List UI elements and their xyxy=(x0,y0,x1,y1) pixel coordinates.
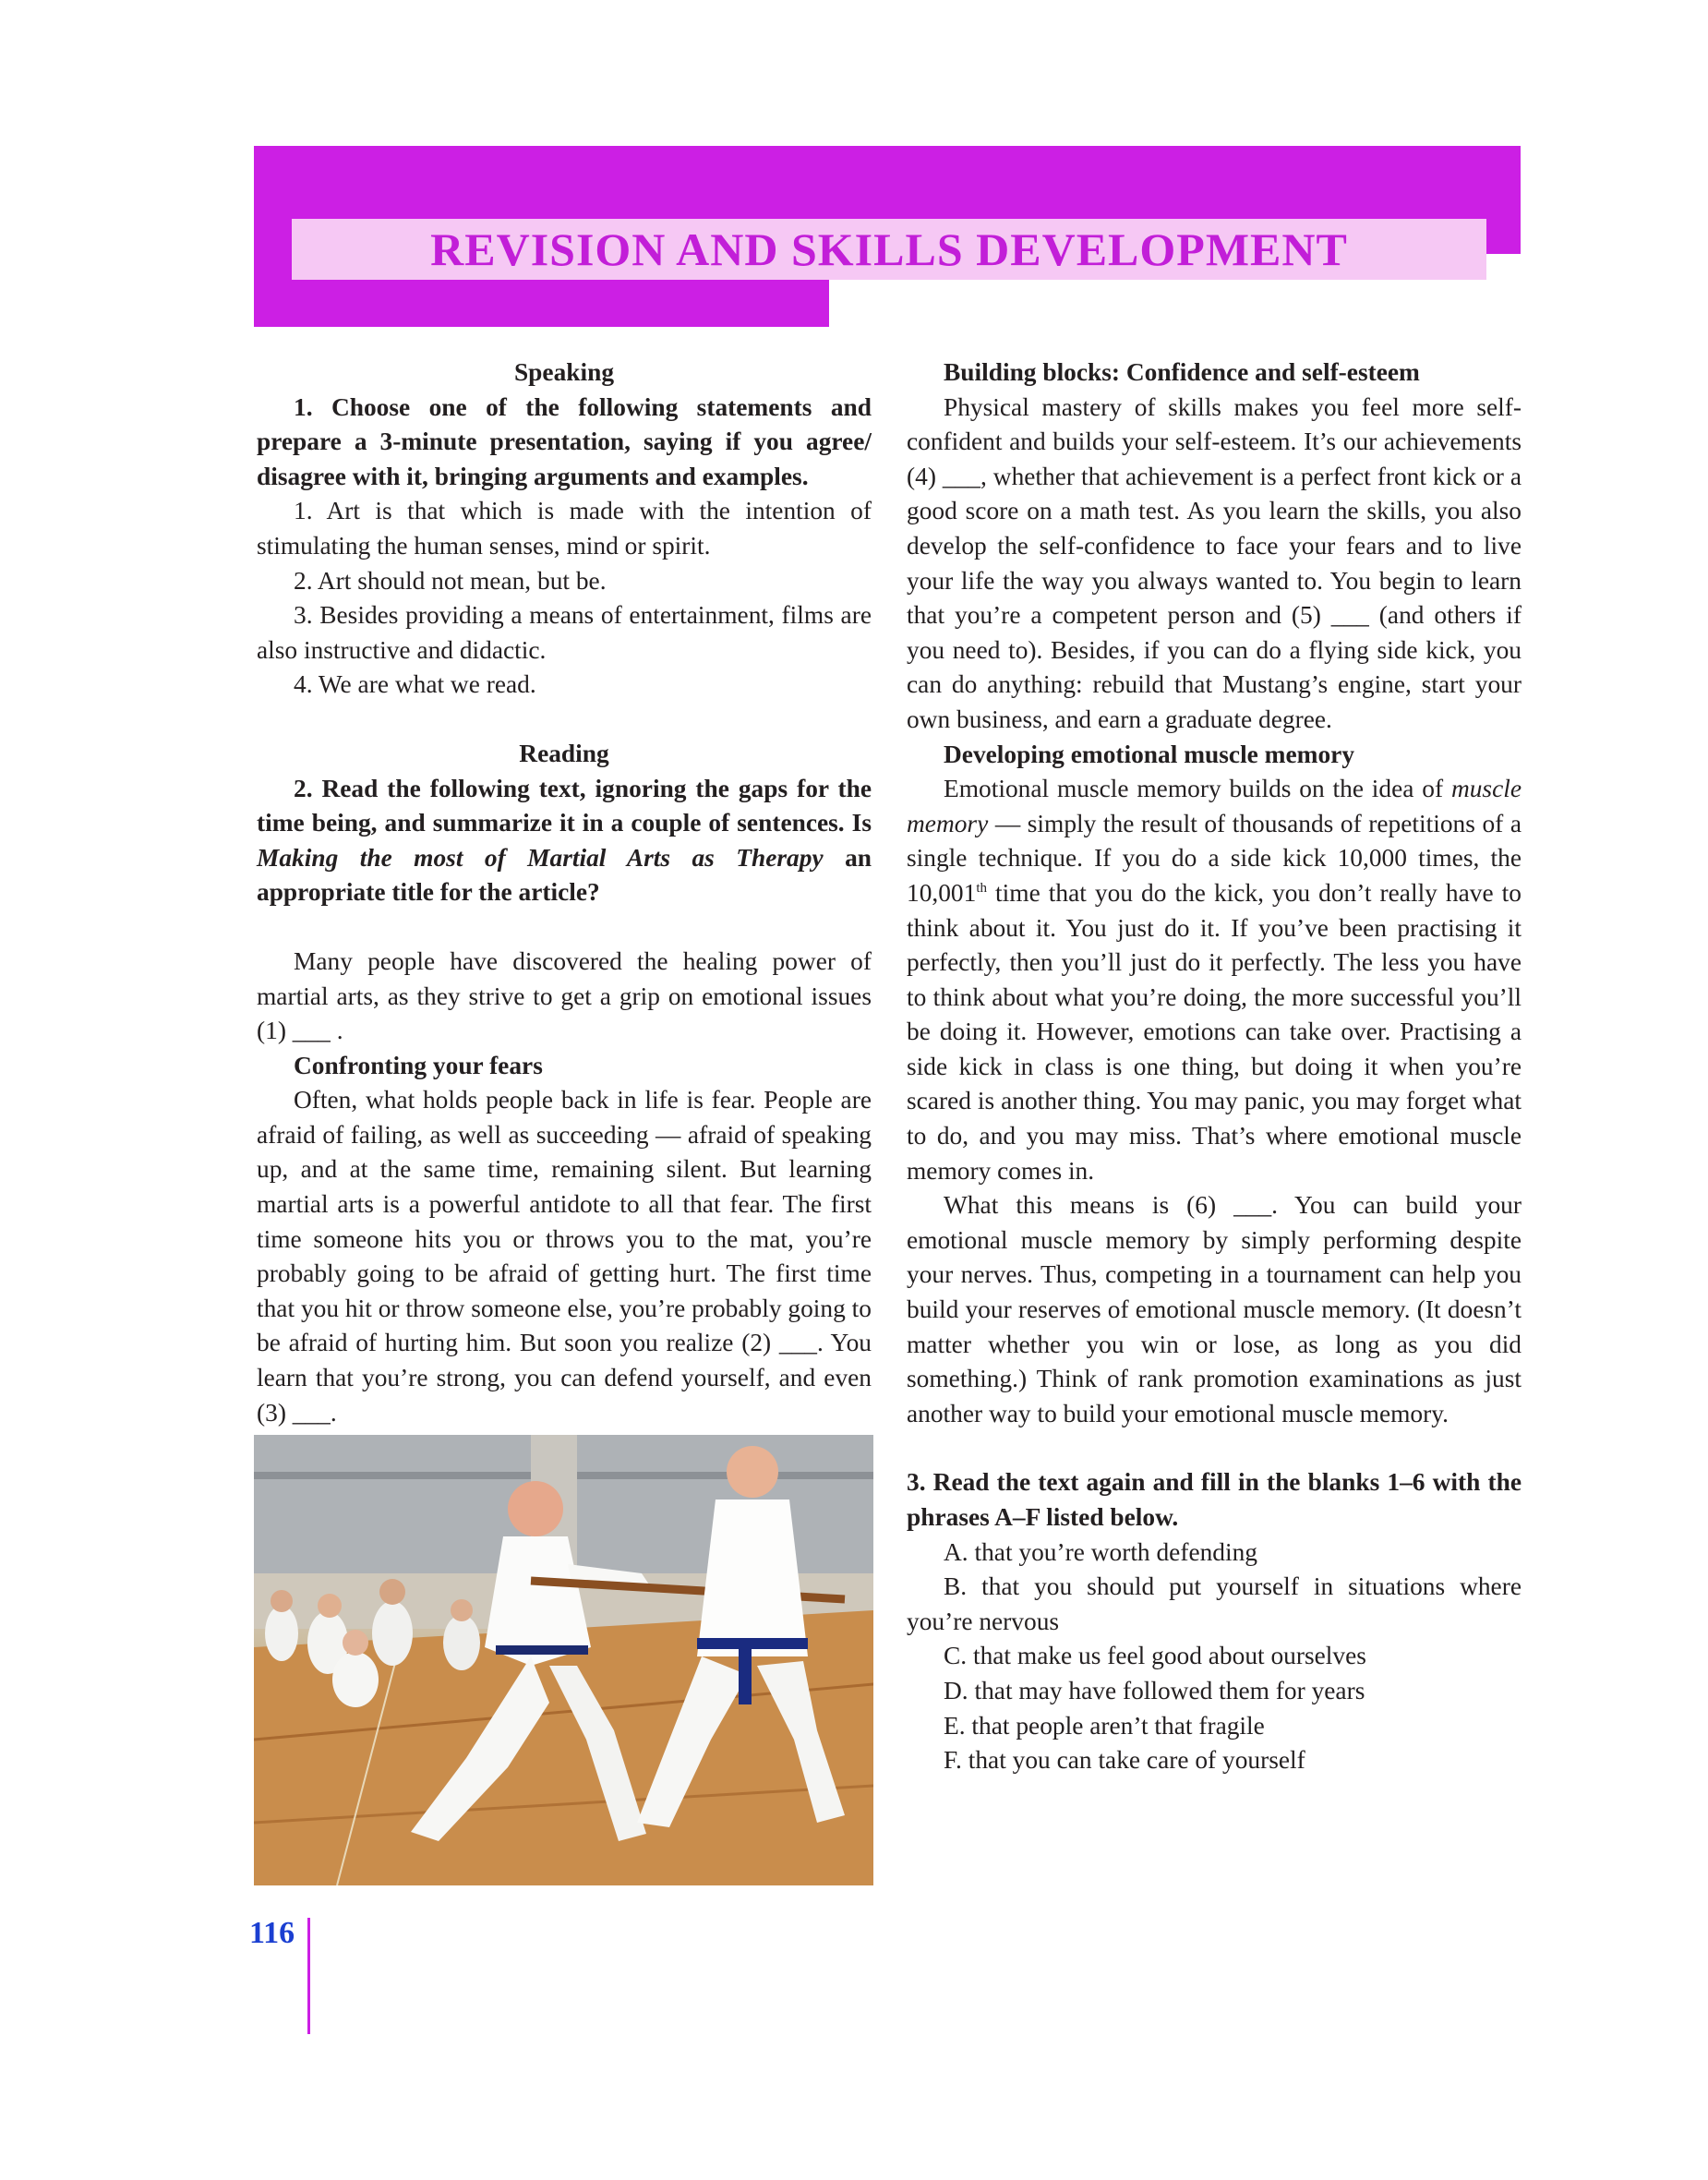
statement-1: 1. Art is that which is made with the intention of stimulating the human senses, mind or spirit. xyxy=(257,497,872,560)
ordinal-suffix: th xyxy=(976,880,987,896)
paragraph-4-middle: — simply the result of thousands of repetitions of a single technique. If you do a side kick 10,000 times, the 10,001 xyxy=(907,809,1522,907)
right-column xyxy=(907,355,1522,1778)
exercise-1-instruction: 1. Choose one of the following statements and prepare a 3-minute presentation, saying if you agree/ disagree with it, bringing arguments and examples. xyxy=(257,392,872,490)
paragraph-4-start: Emotional muscle memory builds on the idea of xyxy=(944,775,1444,803)
left-column xyxy=(257,355,872,1430)
article-paragraph-2: Often, what holds people back in life is fear. People are afraid of failing, as well as succeeding — afraid of speaking up, and at the same time, remaining silent. But learning martial arts is a powerful antidote to all that fear. The first time someone hits you or throws you to the mat, you’re probably going to be afraid of getting hurt. The first time that you hit or throw someone else, you’re probably going to be afraid of hurting him. But soon you realize (2) ___. You learn that you’re strong, you can defend yourself, and even (3) ___. xyxy=(257,1086,872,1427)
article-paragraph-3: Physical mastery of skills makes you feel more self-confident and builds your self-esteem. It’s our achievements (4) ___, whether that achievement is a perfect front kick or a good score on a math test. As you learn the skills, you also develop the self-confidence to face your fears and to live your life the way you always wanted to. You begin to learn that you’re a competent person and (5) ___ (and others if you need to). Besides, if you can do a flying side kick, you can do anything: rebuild that Mustang’s engine, start your own business, and earn a graduate degree. xyxy=(907,392,1522,733)
header-banner-edge xyxy=(1486,146,1521,254)
option-a: A. that you’re worth defending xyxy=(944,1537,1258,1566)
exercise-2-instruction xyxy=(257,772,872,910)
speaking-heading: Speaking xyxy=(513,358,615,386)
title-box xyxy=(292,219,1486,280)
karate-photo xyxy=(254,1435,873,1885)
reading-heading: Reading xyxy=(519,739,609,767)
term-muscle-memory: muscle memory xyxy=(907,775,1522,837)
article-paragraph-1: Many people have discovered the healing power of martial arts, as they strive to get a grip on emotional issues (1) ___ . xyxy=(257,946,872,1045)
subheading-emotional-memory: Developing emotional muscle memory xyxy=(944,740,1355,768)
statement-3: 3. Besides providing a means of entertainment, films are also instructive and didactic. xyxy=(257,601,872,664)
page-number-rule xyxy=(307,1918,310,2034)
exercise-2-text-end: an appropriate title for the article? xyxy=(257,843,872,907)
article-paragraph-4 xyxy=(907,772,1522,1188)
subheading-building-blocks: Building blocks: Confidence and self-esteem xyxy=(944,358,1420,386)
statement-4: 4. We are what we read. xyxy=(294,670,536,699)
subheading-confronting-fears: Confronting your fears xyxy=(294,1051,543,1079)
page-number: 116 xyxy=(249,1916,295,1950)
option-d: D. that may have followed them for years xyxy=(944,1676,1365,1704)
exercise-2-text: 2. Read the following text, ignoring the gaps for the time being, and summarize it in a couple of sentences. Is xyxy=(257,774,872,837)
option-f: F. that you can take care of yourself xyxy=(944,1746,1305,1775)
article-paragraph-5: What this means is (6) ___. You can build your emotional muscle memory by simply performing despite your nerves. Thus, competing in a tournament can help you build your reserves of emotional muscle memory. (It doesn’t matter whether you win or lose, as long as you did something.) Think of rank promotion examinations as just another way to build your emotional muscle memory. xyxy=(907,1191,1522,1427)
paragraph-4-end: time that you do the kick, you don’t really have to think about it. You just do it. If you’ve been practising it perfectly, then you’ll just do it perfectly. The less you have to think about what you’re doing, the more successful you’ll be doing it. However, emotions can take over. Practising a side kick in class is one thing, but doing it when you’re scared is another thing. You may panic, you may forget what to do, and you may miss. That’s where emotional muscle memory comes in. xyxy=(907,878,1522,1185)
option-e: E. that people aren’t that fragile xyxy=(944,1711,1265,1740)
statement-2: 2. Art should not mean, but be. xyxy=(294,566,607,595)
article-title: Making the most of Martial Arts as Therapy xyxy=(257,843,824,872)
option-b: B. that you should put yourself in situations where you’re nervous xyxy=(907,1572,1522,1635)
exercise-3-instruction: 3. Read the text again and fill in the blanks 1–6 with the phrases A–F listed below. xyxy=(907,1468,1522,1531)
karate-photo-illustration xyxy=(254,1435,873,1885)
page-title: REVISION AND SKILLS DEVELOPMENT xyxy=(430,223,1348,275)
option-c: C. that make us feel good about ourselves xyxy=(944,1642,1366,1670)
